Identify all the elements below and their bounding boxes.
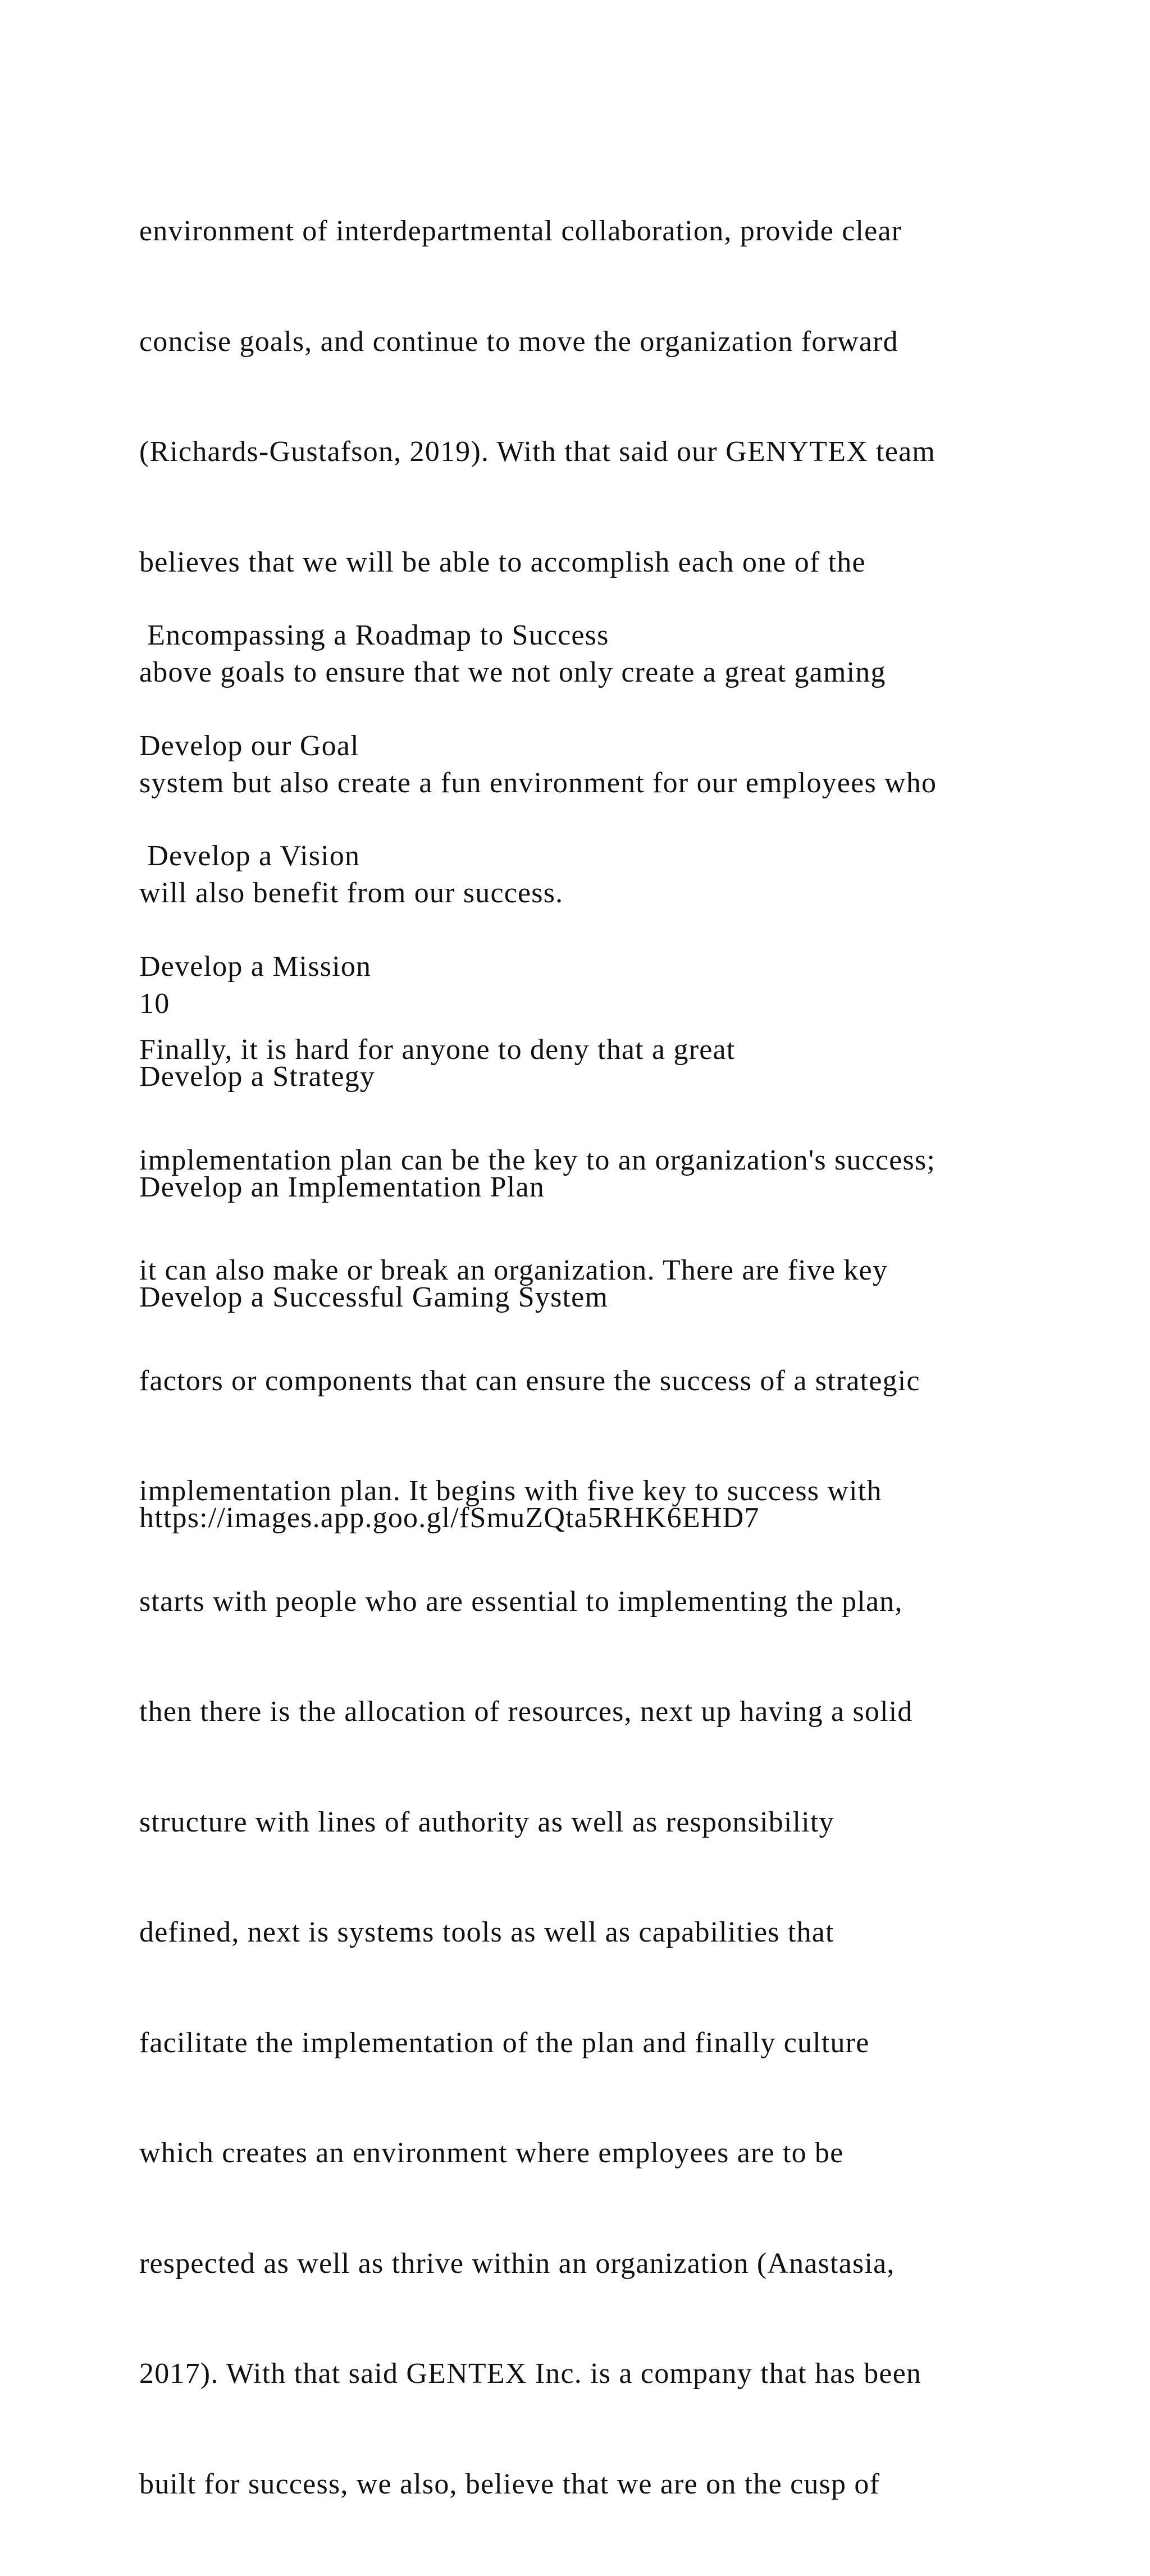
roadmap-item: Develop a Successful Gaming System [139, 1281, 609, 1313]
roadmap-item: Develop a Vision [139, 840, 360, 872]
text-line: factors or components that can ensure the success of a strategic [139, 1364, 920, 1397]
roadmap-item: Develop our Goal [139, 729, 359, 762]
text-line: then there is the allocation of resources, next up having a solid [139, 1696, 913, 1728]
page-number: 10 [139, 987, 170, 1020]
text-line: facilitate the implementation of the plan and finally culture [139, 2026, 870, 2059]
text-line: environment of interdepartmental collaboration, provide clear [139, 215, 902, 247]
text-line: respected as well as thrive within an organization (Anastasia, [139, 2247, 895, 2280]
text-line: defined, next is systems tools as well as capabilities that [139, 1916, 834, 1948]
text-line: starts with people who are essential to implementing the plan, [139, 1585, 903, 1618]
roadmap-heading: Encompassing a Roadmap to Success [139, 619, 609, 651]
text-line: implementation plan can be the key to an organization's success; [139, 1144, 936, 1176]
text-line: (Richards-Gustafson, 2019). With that said our GENYTEX team [139, 436, 936, 468]
text-line: above goals to ensure that we not only create a great gaming [139, 656, 886, 688]
text-line: built for success, we also, believe that we are on the cusp of [139, 2468, 880, 2500]
closing-paragraph [139, 958, 1094, 2576]
image-source-url: https://images.app.goo.gl/fSmuZQta5RHK6EHD7 [139, 1502, 760, 1534]
text-line: system but also create a fun environment for our employees who [139, 766, 937, 799]
text-line: will also benefit from our success. [139, 877, 564, 909]
text-line: concise goals, and continue to move the organization forward [139, 325, 898, 358]
text-line: believes that we will be able to accomplish each one of the [139, 546, 866, 578]
text-line: 2017). With that said GENTEX Inc. is a company that has been [139, 2358, 922, 2390]
text-line: which creates an environment where employees are to be [139, 2137, 844, 2169]
roadmap-item: Develop an Implementation Plan [139, 1171, 545, 1203]
roadmap-item: Develop a Mission [139, 950, 372, 983]
text-line: implementation plan. It begins with five key to success with [139, 1475, 882, 1507]
text-line: it can also make or break an organization. There are five key [139, 1254, 888, 1286]
roadmap-item: Develop a Strategy [139, 1061, 376, 1093]
text-line: Finally, it is hard for anyone to deny that a great [139, 1034, 736, 1066]
text-line: structure with lines of authority as well as responsibility [139, 1806, 834, 1838]
